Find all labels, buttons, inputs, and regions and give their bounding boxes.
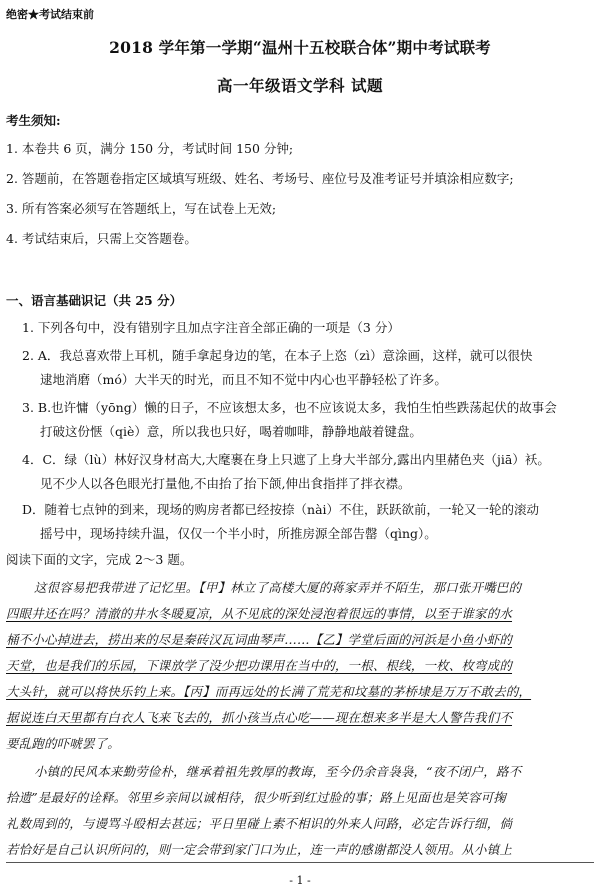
notice-title: 考生须知: — [6, 113, 61, 128]
option-a-line2: 逮地消磨（mó）大半天的时光，而且不知不觉中内心也平静轻松了许多。 — [40, 372, 447, 387]
notice-item: 3. 所有答案必须写在答题纸上，写在试卷上无效; — [6, 201, 277, 216]
question-1: 1. 下列各句中，没有错别字且加点字注音全部正确的一项是（3 分） — [22, 320, 400, 335]
passage-line: 礼数周到的，与谩骂斗殴相去甚远；平日里碰上素不相识的外来人问路，必定告诉行细，倘 — [6, 816, 513, 831]
option-c-line1: 4．C．绿（lù）林好汉身材高大,大麾裹在身上只遮了上身大半部分,露出内里赭色夹（jiā）袄。 — [22, 452, 550, 467]
passage-text: 这很容易把我带进了记忆里。【甲】林立了高楼大厦的蒋家弄并不陌生，那口张开嘴巴的 — [34, 580, 522, 595]
reading-instruction: 阅读下面的文字，完成 2～3 题。 — [6, 552, 193, 567]
passage-line: 四眼井还在吗？清澈的井水冬暖夏凉，从不见底的深处浸泡着很远的事情，以至于谁家的水 — [6, 606, 513, 621]
passage-line: 据说连白天里都有白衣人飞来飞去的，抓小孩当点心吃——现在想来多半是大人警告我们不 — [6, 710, 513, 725]
passage-line: 拾遗”是最好的诠释。邻里乡亲间以诚相待，很少听到红过脸的事；路上见面也是笑容可掬 — [6, 790, 506, 805]
option-d-line2: 摇号中，现场持续升温，仅仅一个半小时，所推房源全部告罄（qìng）。 — [40, 526, 437, 541]
confidential-label: 绝密★考试结束前 — [6, 8, 94, 21]
passage-line: 小镇的民风本来勤劳俭朴，继承着祖先敦厚的教诲，至今仍余音袅袅，“夜不闭户，路不 — [34, 764, 522, 779]
section-title: 一、语言基础识记（共 25 分） — [6, 293, 183, 308]
notice-item: 4. 考试结束后，只需上交答题卷。 — [6, 231, 197, 246]
page-number: - 1 - — [289, 874, 311, 887]
exam-subtitle: 高一年级语文学科 试题 — [217, 76, 383, 95]
passage-line — [6, 578, 594, 596]
notice-item: 2. 答题前，在答题卷指定区域填写班级、姓名、考场号、座位号及准考证号并填涂相应数字; — [6, 171, 514, 186]
option-a-line1: 2. A．我总喜欢带上耳机，随手拿起身边的笔，在本子上恣（zì）意涂画，这样，就可以很快 — [22, 348, 533, 363]
option-b-line2: 打破这份惬（qiè）意，所以我也只好，喝着咖啡，静静地敲着键盘。 — [40, 424, 422, 439]
option-d-line1: D．随着七点钟的到来，现场的购房者都已经按捺（nài）不住，跃跃欲前，一轮又一轮的滚动 — [22, 502, 540, 517]
passage-line: 天堂，也是我们的乐园，下课放学了没少把功课用在当中的，一根、根线，一枚、枚弯成的 — [6, 658, 513, 673]
passage-line: 若恰好是自己认识所问的，则一定会带到家门口为止，连一声的感谢都没人领用。从小镇上 — [6, 842, 513, 857]
passage-line: 桶不小心掉进去，捞出来的尽是秦砖汉瓦词曲琴声……【乙】学堂后面的河浜是小鱼小虾的 — [6, 632, 513, 647]
option-c-line2: 见不少人以各色眼光打量他,不由抬了抬下颌,伸出食指拌了拌衣襟。 — [40, 476, 411, 491]
footer-divider — [6, 862, 594, 863]
passage-line: 大头针，就可以将快乐钓上来。【丙】而再远处的长满了荒芜和坟墓的茅桥埭是万万不敢去的， — [6, 684, 532, 699]
exam-title: 2018 学年第一学期“温州十五校联合体”期中考试联考 — [109, 38, 491, 57]
notice-item: 1. 本卷共 6 页，满分 150 分，考试时间 150 分钟; — [6, 141, 294, 156]
option-b-line1: 3. B.也许慵（yōng）懒的日子，不应该想太多，也不应该说太多，我怕生怕些跌荡起伏的故事会 — [22, 400, 557, 415]
passage-line: 要乱跑的吓唬罢了。 — [6, 736, 120, 751]
